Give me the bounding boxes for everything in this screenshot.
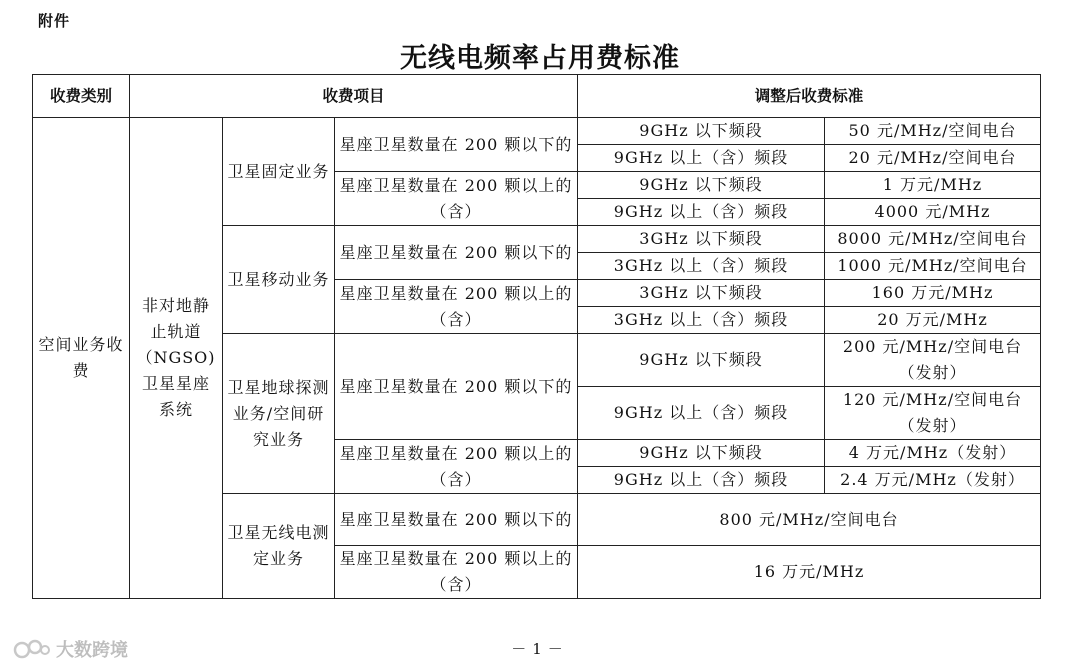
service-name: 卫星无线电测定业务 [223, 494, 335, 599]
band-cell: 9GHz 以上（含）频段 [578, 387, 825, 440]
condition-cell: 星座卫星数量在 200 颗以上的（含） [335, 172, 578, 226]
condition-cell: 星座卫星数量在 200 颗以上的（含） [335, 280, 578, 334]
fee-cell: 8000 元/MHz/空间电台 [825, 226, 1041, 253]
fee-cell: 16 万元/MHz [578, 546, 1041, 599]
band-cell: 3GHz 以下频段 [578, 226, 825, 253]
band-cell: 9GHz 以下频段 [578, 440, 825, 467]
band-cell: 3GHz 以下频段 [578, 280, 825, 307]
band-cell: 9GHz 以上（含）频段 [578, 145, 825, 172]
condition-cell: 星座卫星数量在 200 颗以上的（含） [335, 440, 578, 494]
fee-cell: 4000 元/MHz [825, 199, 1041, 226]
fee-cell: 200 元/MHz/空间电台（发射） [825, 334, 1041, 387]
band-cell: 9GHz 以下频段 [578, 172, 825, 199]
condition-cell: 星座卫星数量在 200 颗以下的 [335, 494, 578, 546]
page-number: －1－ [511, 640, 569, 658]
fee-cell: 1000 元/MHz/空间电台 [825, 253, 1041, 280]
fee-cell: 2.4 万元/MHz（发射） [825, 467, 1041, 494]
fee-cell: 800 元/MHz/空间电台 [578, 494, 1041, 546]
document-title: 无线电频率占用费标准 [400, 43, 680, 74]
band-cell: 3GHz 以上（含）频段 [578, 253, 825, 280]
band-cell: 9GHz 以上（含）频段 [578, 467, 825, 494]
fee-standard-table [32, 74, 1041, 599]
condition-cell: 星座卫星数量在 200 颗以下的 [335, 334, 578, 440]
header-category: 收费类别 [33, 75, 130, 118]
fee-cell: 50 元/MHz/空间电台 [825, 118, 1041, 145]
service-name: 卫星固定业务 [223, 118, 335, 226]
category-cell: 空间业务收费 [33, 118, 130, 599]
fee-cell: 160 万元/MHz [825, 280, 1041, 307]
fee-cell: 20 元/MHz/空间电台 [825, 145, 1041, 172]
band-cell: 3GHz 以上（含）频段 [578, 307, 825, 334]
condition-cell: 星座卫星数量在 200 颗以上的（含） [335, 546, 578, 599]
table-header-row [33, 75, 1041, 118]
header-item: 收费项目 [130, 75, 578, 118]
band-cell: 9GHz 以下频段 [578, 334, 825, 387]
watermark-text: 大数跨境 [56, 640, 128, 661]
service-name: 卫星地球探测业务/空间研究业务 [223, 334, 335, 494]
band-cell: 9GHz 以上（含）频段 [578, 199, 825, 226]
attachment-label: 附件 [38, 12, 71, 30]
header-standard: 调整后收费标准 [578, 75, 1041, 118]
condition-cell: 星座卫星数量在 200 颗以下的 [335, 118, 578, 172]
fee-cell: 1 万元/MHz [825, 172, 1041, 199]
condition-cell: 星座卫星数量在 200 颗以下的 [335, 226, 578, 280]
fee-cell: 120 元/MHz/空间电台（发射） [825, 387, 1041, 440]
service-name: 卫星移动业务 [223, 226, 335, 334]
system-cell: 非对地静止轨道（NGSO)卫星星座系统 [130, 118, 223, 599]
fee-cell: 4 万元/MHz（发射） [825, 440, 1041, 467]
band-cell: 9GHz 以下频段 [578, 118, 825, 145]
fee-cell: 20 万元/MHz [825, 307, 1041, 334]
